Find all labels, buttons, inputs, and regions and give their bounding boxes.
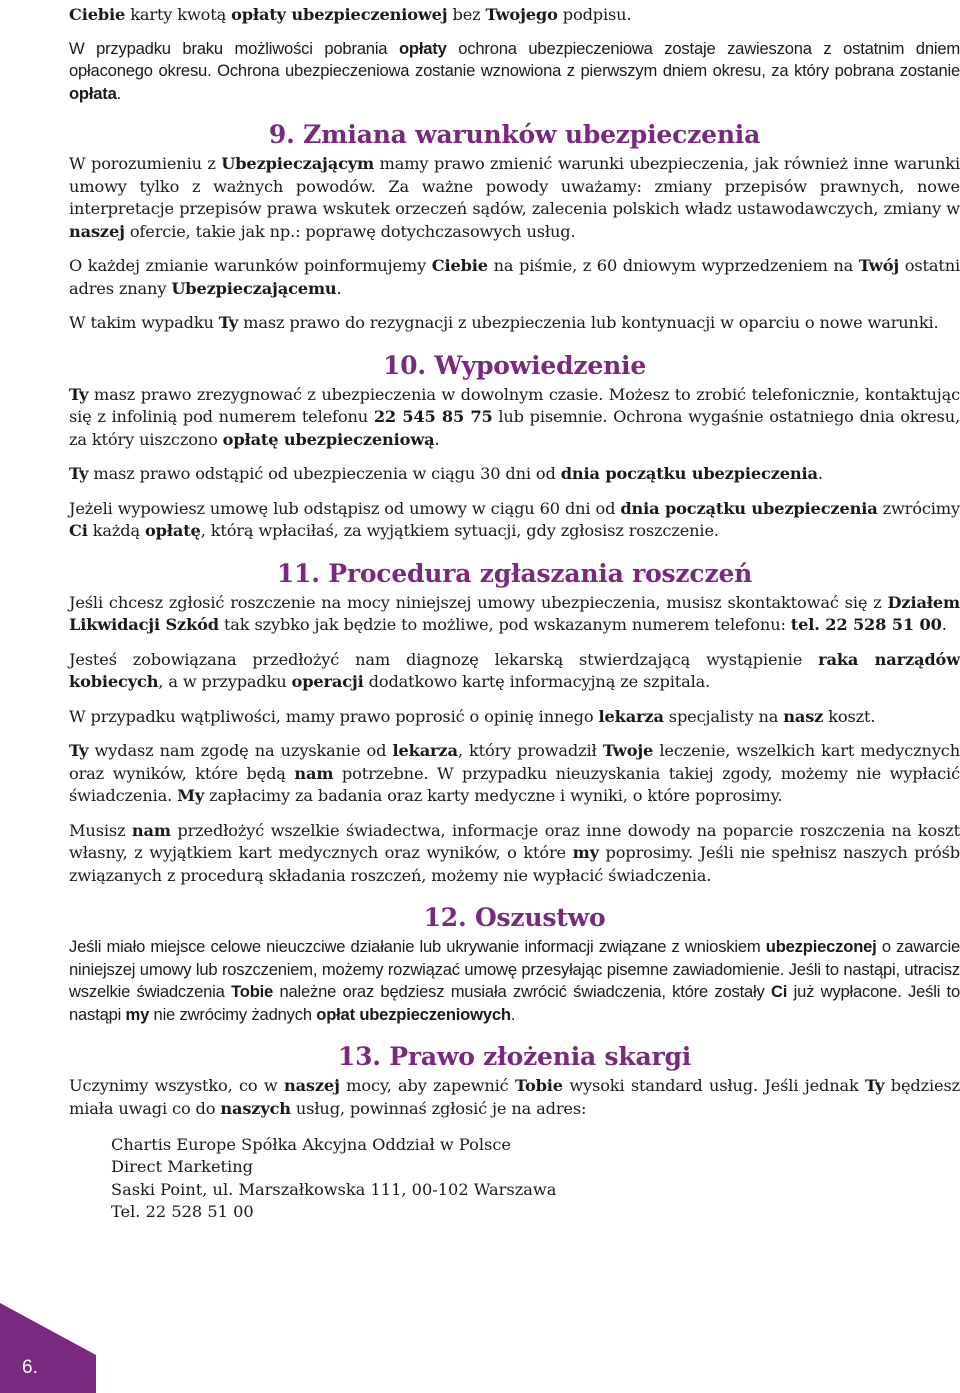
section-heading-12: 12. Oszustwo [423, 903, 606, 932]
corner-triangle [0, 1303, 96, 1393]
section-heading-10: 10. Wypowiedzenie [382, 350, 647, 380]
paragraph: Musisz nam przedłożyć wszelkie świadectwa, informacje oraz inne dowody na poparcie roszczenia na koszt własny, z wyjątkiem kart medycznych oraz wyników, o które my poprosimy. Jeśli nie spełnisz naszych próśb związanych z procedurą składania roszczeń, możemy nie wypłacić świadczenia. [69, 820, 960, 885]
paragraph: W przypadku braku możliwości pobrania opłaty ochrona ubezpieczeniowa zostaje zawieszona z ostatnim dniem opłaconego okresu. Ochrona ubezpieczeniowa zostanie wznowiona z pierwszym dniem okresu, za który pobrana zostanie opłata. [69, 38, 960, 103]
paragraph: Ciebie karty kwotą opłaty ubezpieczeniowej bez Twojego podpisu. [69, 5, 632, 24]
paragraph: Ty masz prawo zrezygnować z ubezpieczenia w dowolnym czasie. Możesz to zrobić telefonicznie, kontaktując się z infolinią pod numerem telefonu 22 545 85 75 lub pisemnie. Ochrona wygaśnie ostatniego dnia okresu, za który uiszczono opłatę ubezpieczeniową. [69, 384, 960, 449]
paragraph: Jeśli chcesz zgłosić roszczenie na mocy niniejszej umowy ubezpieczenia, musisz skontaktować się z Działem Likwidacji Szkód tak szybko jak będzie to możliwe, pod wskazanym numerem telefonu: tel. 22 528 51 00. [69, 592, 960, 634]
paragraph: Jesteś zobowiązana przedłożyć nam diagnozę lekarską stwierdzającą wystąpienie raka narządów kobiecych, a w przypadku operacji dodatkowo kartę informacyjną ze szpitala. [69, 649, 960, 691]
document-page [69, 0, 960, 1224]
address-line: Tel. 22 528 51 00 [111, 1202, 254, 1222]
complaint-address [111, 1134, 960, 1224]
paragraph: Uczynimy wszystko, co w naszej mocy, aby zapewnić Tobie wysoki standard usług. Jeśli jednak Ty będziesz miała uwagi co do naszych usług, powinnaś zgłosić je na adres: [69, 1076, 960, 1118]
page-number: 6. [22, 1357, 38, 1378]
address-line: Saski Point, ul. Marszałkowska 111, 00-102 Warszawa [111, 1179, 557, 1199]
address-line: Direct Marketing [111, 1157, 254, 1177]
paragraph: Ty wydasz nam zgodę na uzyskanie od lekarza, który prowadził Twoje leczenie, wszelkich kart medycznych oraz wyników, które będą nam potrzebne. W przypadku nieuzyskania takiej zgody, możemy nie wypłacić świadczenia. My zapłacimy za badania oraz karty medyczne i wyniki, o które poprosimy. [69, 741, 960, 805]
address-line: Chartis Europe Spółka Akcyjna Oddział w Polsce [111, 1135, 512, 1154]
paragraph: Ty masz prawo odstąpić od ubezpieczenia w ciągu 30 dni od dnia początku ubezpieczenia. [69, 464, 823, 483]
paragraph: W porozumieniu z Ubezpieczającym mamy prawo zmienić warunki ubezpieczenia, jak również inne warunki umowy tylko z ważnych powodów. Za ważne powody uważamy: zmiany przepisów prawnych, nowe interpretacje przepisów prawa wskutek orzeczeń sądów, zalecenia polskich władz ustawodawczych, zmiany w naszej ofercie, takie jak np.: poprawę dotychczasowych usług. [69, 154, 960, 241]
paragraph: W takim wypadku Ty masz prawo do rezygnacji z ubezpieczenia lub kontynuacji w oparciu o nowe warunki. [69, 313, 939, 332]
section-heading-9: 9. Zmiana warunków ubezpieczenia [268, 120, 761, 149]
paragraph: O każdej zmianie warunków poinformujemy Ciebie na piśmie, z 60 dniowym wyprzedzeniem na Twój ostatni adres znany Ubezpieczającemu. [69, 256, 960, 298]
section-heading-11: 11. Procedura zgłaszania roszczeń [276, 558, 753, 588]
paragraph: Jeżeli wypowiesz umowę lub odstąpisz od umowy w ciągu 60 dni od dnia początku ubezpieczenia zwrócimy Ci każdą opłatę, którą wpłaciłaś, za wyjątkiem sytuacji, gdy zgłosisz roszczenie. [69, 498, 960, 540]
page-corner-decoration [0, 1303, 96, 1393]
paragraph: W przypadku wątpliwości, mamy prawo poprosić o opinię innego lekarza specjalisty na nasz koszt. [69, 706, 876, 726]
section-heading-13: 13. Prawo złożenia skargi [337, 1042, 692, 1071]
paragraph: Jeśli miało miejsce celowe nieuczciwe działanie lub ukrywanie informacji związane z wnioskiem ubezpieczonej o zawarcie niniejszej umowy lub roszczeniem, możemy rozwiązać umowę przesyłając pisemne zawiadomienie. Jeśli to nastąpi, utracisz wszelkie świadczenia Tobie należne oraz będziesz musiała zwrócić świadczenia, które zostały Ci już wypłacone. Jeśli to nastąpi my nie zwrócimy żadnych opłat ubezpieczeniowych. [69, 937, 960, 1024]
